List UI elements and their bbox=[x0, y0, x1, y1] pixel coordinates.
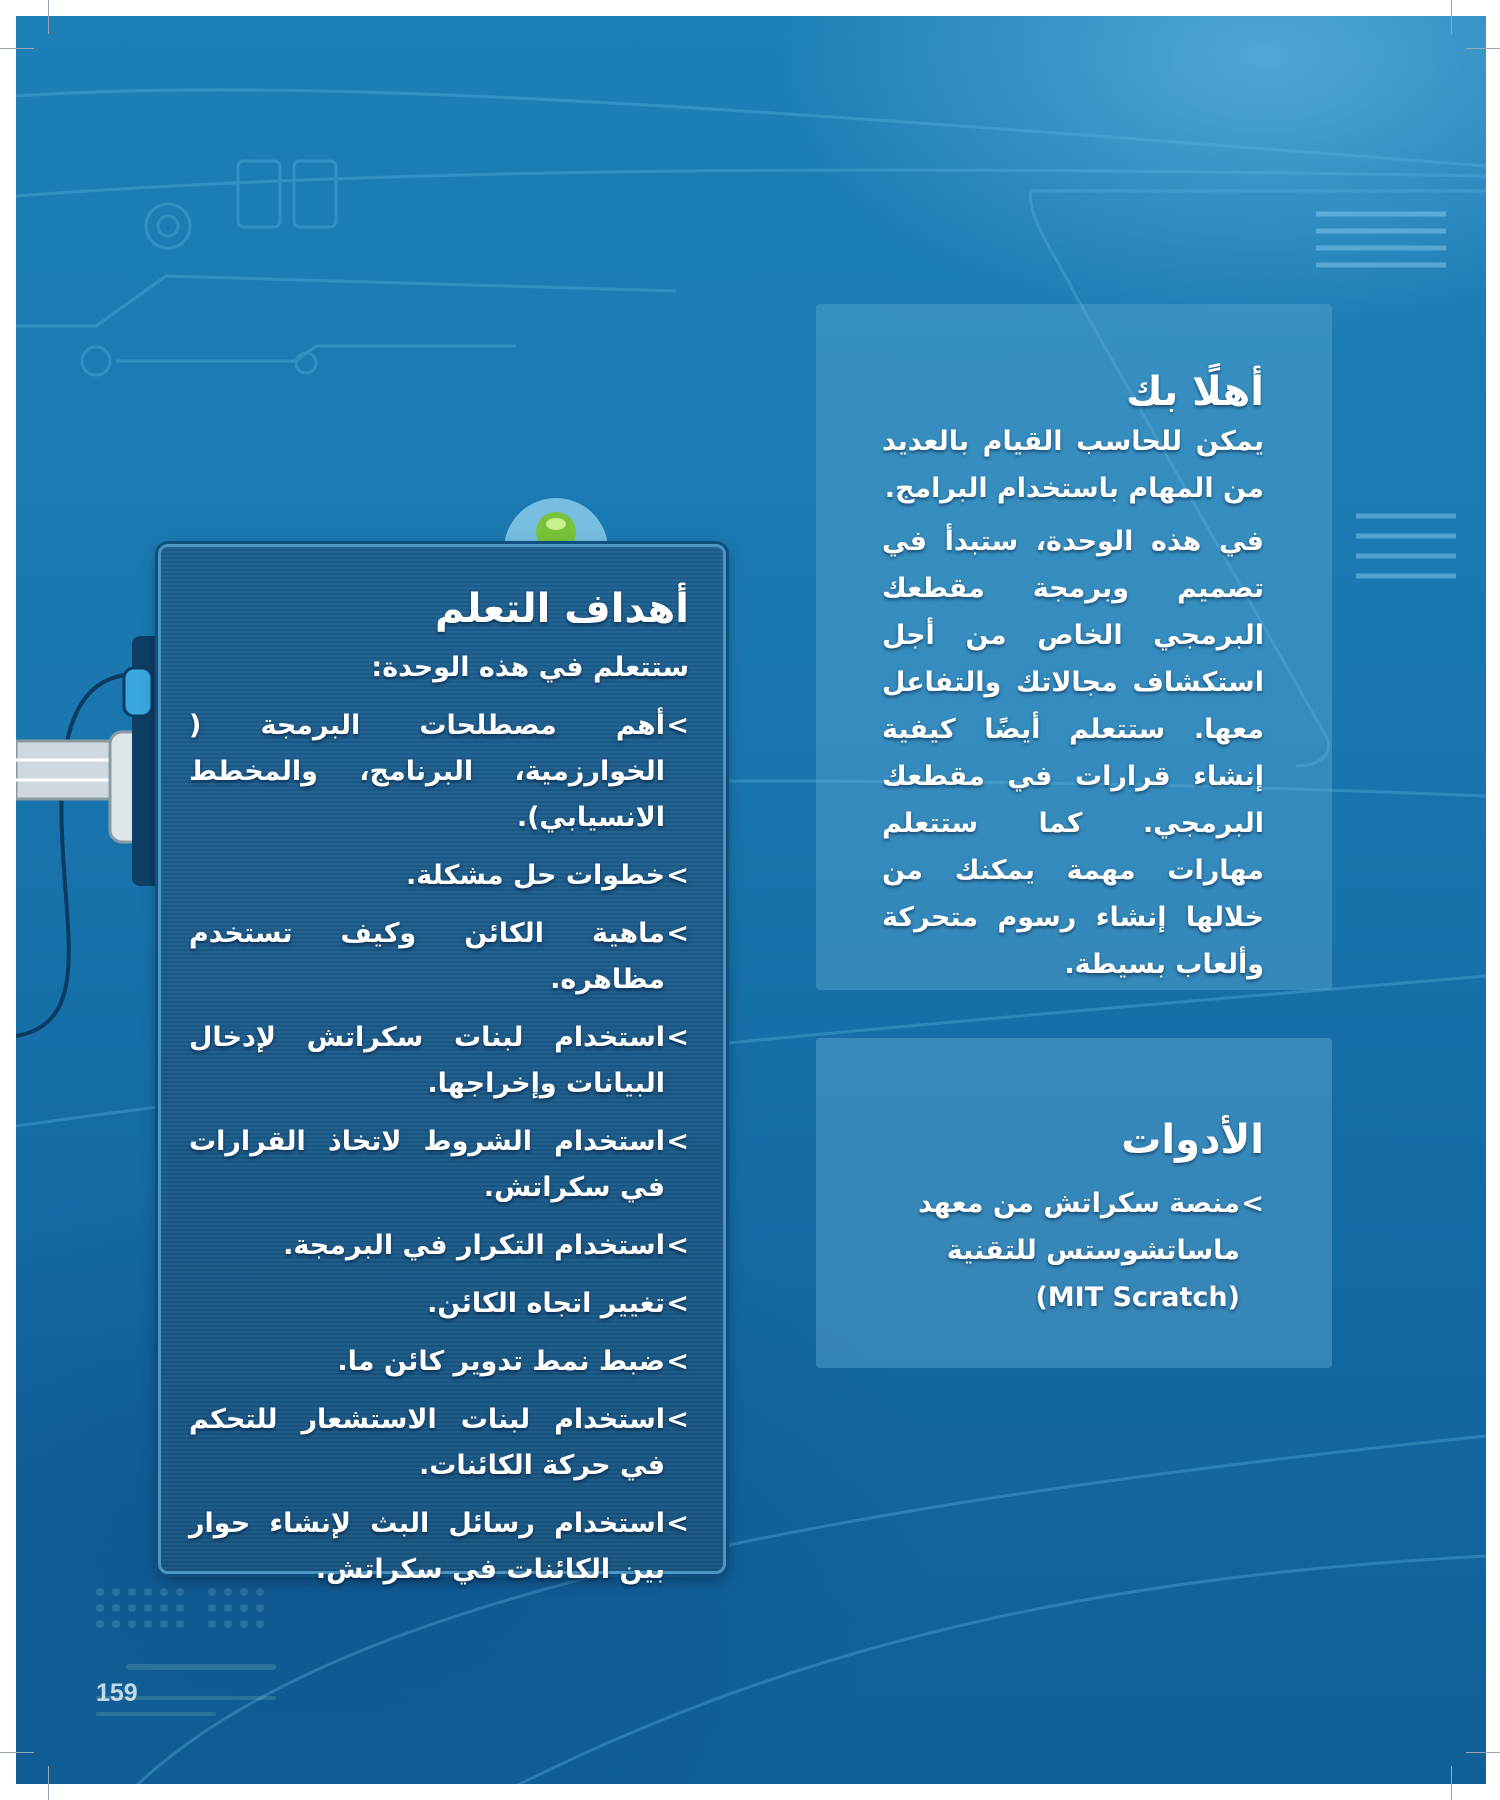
chevron-bullet-icon: > bbox=[666, 1404, 689, 1435]
chevron-bullet-icon: > bbox=[666, 1126, 689, 1157]
list-item bbox=[884, 1180, 1264, 1321]
crop-mark bbox=[1466, 1752, 1500, 1753]
goal-text: ضبط نمط تدوير كائن ما. bbox=[337, 1346, 665, 1377]
goal-text: تغيير اتجاه الكائن. bbox=[427, 1288, 665, 1319]
goal-text: استخدام لبنات سكراتش لإدخال البيانات وإخراجها. bbox=[189, 1022, 665, 1099]
list-item bbox=[189, 703, 689, 841]
chevron-bullet-icon: > bbox=[666, 918, 689, 949]
goal-text: ماهية الكائن وكيف تستخدم مظاهره. bbox=[189, 918, 665, 995]
list-item bbox=[189, 1015, 689, 1107]
crop-mark bbox=[0, 1752, 34, 1753]
page-number: 159 bbox=[96, 1679, 138, 1707]
welcome-paragraph: في هذه الوحدة، ستبدأ في تصميم وبرمجة مقطعك البرمجي الخاص من أجل استكشاف مجالاتك والتفاعل معها. ستتعلم أيضًا كيفية إنشاء قرارات في مقطعك البرمجي. كما ستتعلم مهارات مهمة يمكنك من خلالها إنشاء رسوم متحركة وألعاب بسيطة. bbox=[882, 526, 1264, 980]
tools-list bbox=[884, 1180, 1264, 1321]
list-item bbox=[189, 853, 689, 899]
chevron-bullet-icon: > bbox=[666, 1508, 689, 1539]
chevron-bullet-icon: > bbox=[1241, 1188, 1264, 1219]
tools-title: الأدوات bbox=[1121, 1117, 1264, 1163]
welcome-panel bbox=[816, 304, 1332, 990]
list-item bbox=[189, 1339, 689, 1385]
goal-text: استخدام لبنات الاستشعار للتحكم في حركة الكائنات. bbox=[189, 1404, 665, 1481]
goal-text: استخدام رسائل البث لإنشاء حوار بين الكائنات في سكراتش. bbox=[189, 1508, 665, 1585]
list-item bbox=[189, 1397, 689, 1489]
list-item bbox=[189, 1281, 689, 1327]
crop-mark bbox=[1451, 0, 1452, 34]
crop-mark bbox=[48, 0, 49, 34]
chevron-bullet-icon: > bbox=[666, 1022, 689, 1053]
goals-list bbox=[189, 703, 689, 1593]
goal-text: خطوات حل مشكلة. bbox=[406, 860, 665, 891]
welcome-title: أهلًا بك bbox=[1125, 369, 1264, 415]
goals-intro: ستتعلم في هذه الوحدة: bbox=[371, 652, 689, 683]
list-item bbox=[189, 1119, 689, 1211]
learning-goals-panel bbox=[158, 544, 726, 1585]
chevron-bullet-icon: > bbox=[666, 1346, 689, 1377]
crop-mark bbox=[0, 48, 34, 49]
crop-mark bbox=[1451, 1766, 1452, 1800]
tools-panel bbox=[816, 1038, 1332, 1368]
crop-mark bbox=[1466, 48, 1500, 49]
welcome-paragraph: يمكن للحاسب القيام بالعديد من المهام باستخدام البرامج. bbox=[882, 426, 1264, 504]
goal-text: استخدام التكرار في البرمجة. bbox=[283, 1230, 665, 1261]
goal-text: أهم مصطلحات البرمجة ( الخوارزمية، البرنامج، والمخطط الانسيابي). bbox=[189, 710, 665, 833]
goal-text: استخدام الشروط لاتخاذ القرارات في سكراتش. bbox=[189, 1126, 665, 1203]
tool-text: منصة سكراتش من معهد ماساتشوستس للتقنية (MIT Scratch) bbox=[918, 1188, 1240, 1313]
chevron-bullet-icon: > bbox=[666, 710, 689, 741]
list-item bbox=[189, 1501, 689, 1593]
list-item bbox=[189, 1223, 689, 1269]
textbook-page bbox=[16, 16, 1486, 1784]
chevron-bullet-icon: > bbox=[666, 1288, 689, 1319]
list-item bbox=[189, 911, 689, 1003]
goals-title: أهداف التعلم bbox=[435, 586, 689, 632]
crop-mark bbox=[48, 1766, 49, 1800]
chevron-bullet-icon: > bbox=[666, 860, 689, 891]
chevron-bullet-icon: > bbox=[666, 1230, 689, 1261]
